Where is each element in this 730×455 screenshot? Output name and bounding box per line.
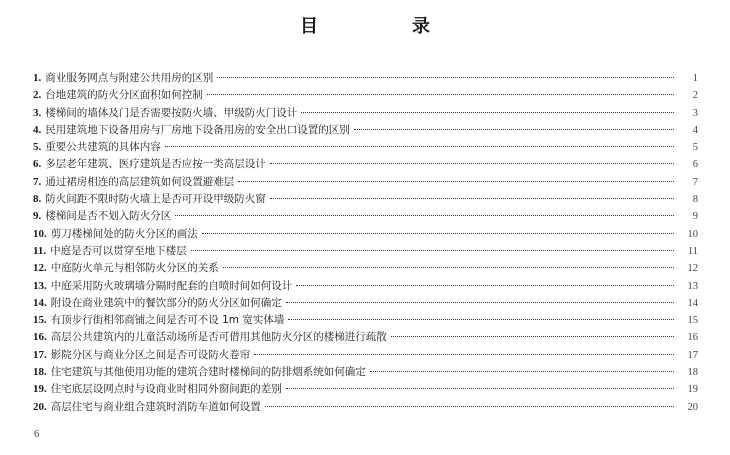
- toc-entry-title: 民用建筑地下设备用房与厂房地下设备用房的安全出口设置的区别: [45, 123, 350, 136]
- toc-entry-page-number: 3: [692, 107, 698, 119]
- toc-entry-title: 中庭采用防火玻璃墙分隔时配套的自喷时间如何设计: [50, 279, 293, 292]
- toc-entry-number: 4.: [33, 123, 42, 136]
- dot-leader: [270, 190, 674, 199]
- toc-entry-title: 多层老年建筑、医疗建筑是否应按一类高层设计: [45, 158, 266, 171]
- toc-entry-title: 台地建筑的防火分区面积如何控制: [45, 89, 203, 102]
- toc-entry-page-number: 5: [692, 142, 698, 154]
- toc-entry-number: 16.: [33, 331, 47, 344]
- dot-leader: [202, 225, 674, 234]
- toc-entry[interactable]: [33, 87, 698, 104]
- toc-entry-page-number: 20: [687, 401, 698, 413]
- toc-entry[interactable]: [33, 243, 698, 260]
- dot-leader: [270, 155, 674, 164]
- toc-entry[interactable]: [33, 70, 698, 87]
- toc-entry[interactable]: [33, 156, 698, 173]
- toc-entry-title: 通过裙房相连的高层建筑如何设置避难层: [45, 175, 235, 188]
- dot-leader: [296, 277, 674, 286]
- toc-entry-page-number: 19: [687, 384, 698, 396]
- dot-leader: [288, 311, 674, 320]
- toc-entry[interactable]: [33, 364, 698, 381]
- toc-entry-number: 7.: [33, 175, 42, 188]
- toc-entry-number: 12.: [33, 262, 47, 275]
- toc-entry[interactable]: [33, 278, 698, 295]
- dot-leader: [165, 138, 674, 147]
- toc-entry-title: 防火间距不限时防火墙上是否可开设甲级防火窗: [45, 193, 266, 206]
- toc-entry-page-number: 13: [687, 280, 698, 292]
- toc-entry[interactable]: [33, 191, 698, 208]
- footer-page-number: 6: [34, 429, 40, 440]
- toc-entry-number: 10.: [33, 227, 47, 240]
- dot-leader: [370, 363, 674, 372]
- toc-entry[interactable]: [33, 260, 698, 277]
- toc-entry-number: 18.: [33, 366, 47, 379]
- toc-entry[interactable]: [33, 381, 698, 398]
- toc-entry-number: 9.: [33, 210, 42, 223]
- toc-entry-title: 中庭防火单元与相邻防火分区的关系: [50, 262, 219, 275]
- toc-entry-page-number: 16: [687, 332, 698, 344]
- toc-entry-title: 有顶步行街相邻商铺之间是否可不设 1m 宽实体墙: [50, 314, 285, 327]
- toc-entry[interactable]: [33, 295, 698, 312]
- toc-entry-number: 2.: [33, 89, 42, 102]
- toc-entry-title: 重要公共建筑的具体内容: [45, 141, 161, 154]
- dot-leader: [223, 259, 674, 268]
- toc-entry-page-number: 12: [687, 263, 698, 275]
- toc-entry-page-number: 1: [692, 73, 698, 84]
- dot-leader: [391, 328, 674, 337]
- toc-entry-title: 商业服务网点与附建公共用房的区别: [45, 72, 214, 84]
- toc-entry-page-number: 15: [687, 315, 698, 327]
- toc-entry-page-number: 11: [687, 245, 698, 257]
- toc-entry[interactable]: [33, 399, 698, 416]
- toc-entry[interactable]: [33, 174, 698, 191]
- table-of-contents: [33, 70, 698, 416]
- toc-entry-page-number: 2: [692, 90, 698, 102]
- dot-leader: [301, 104, 674, 113]
- toc-entry-number: 13.: [33, 279, 47, 292]
- toc-entry[interactable]: [33, 105, 698, 122]
- toc-entry-number: 8.: [33, 193, 42, 206]
- toc-entry-page-number: 8: [692, 194, 698, 206]
- toc-entry-title: 高层住宅与商业组合建筑时消防车道如何设置: [50, 400, 261, 413]
- toc-entry-number: 15.: [33, 314, 47, 327]
- dot-leader: [254, 346, 674, 355]
- toc-entry-number: 20.: [33, 400, 47, 413]
- toc-entry-page-number: 4: [692, 124, 698, 136]
- toc-entry-page-number: 6: [692, 159, 698, 171]
- toc-entry[interactable]: [33, 312, 698, 329]
- dot-leader: [286, 294, 674, 303]
- toc-entry[interactable]: [33, 139, 698, 156]
- dot-leader: [238, 173, 674, 182]
- toc-entry-page-number: 7: [692, 176, 698, 188]
- toc-entry-title: 住宅底层设网点时与设商业时相同外窗间距的差别: [50, 383, 282, 396]
- dot-leader: [286, 380, 674, 389]
- toc-entry-title: 高层公共建筑内的儿童活动场所是否可借用其他防火分区的楼梯进行疏散: [50, 331, 387, 344]
- toc-entry-page-number: 17: [687, 349, 698, 361]
- page-title: 目 录: [300, 16, 468, 37]
- toc-entry-number: 5.: [33, 141, 42, 154]
- dot-leader: [191, 242, 674, 251]
- toc-entry-page-number: 10: [687, 228, 698, 240]
- toc-entry-page-number: 14: [687, 297, 698, 309]
- dot-leader: [207, 86, 674, 95]
- toc-entry-title: 楼梯间的墙体及门是否需要按防火墙、甲级防火门设计: [45, 106, 298, 119]
- toc-entry[interactable]: [33, 122, 698, 139]
- toc-entry[interactable]: [33, 347, 698, 364]
- toc-entry-number: 14.: [33, 296, 47, 309]
- toc-entry-number: 11.: [33, 244, 47, 257]
- toc-entry[interactable]: [33, 226, 698, 243]
- toc-entry-title: 中庭是否可以贯穿至地下楼层: [50, 244, 187, 257]
- toc-entry-title: 楼梯间是否不划入防火分区: [45, 210, 172, 223]
- toc-entry[interactable]: [33, 329, 698, 346]
- toc-entry-page-number: 18: [687, 367, 698, 379]
- toc-entry-title: 影院分区与商业分区之间是否可设防火卷帘: [50, 348, 251, 361]
- toc-entry-title: 住宅建筑与其他使用功能的建筑合建时楼梯间的防排烟系统如何确定: [50, 366, 366, 379]
- dot-leader: [354, 121, 674, 130]
- dot-leader: [217, 69, 674, 78]
- toc-entry-title: 附设在商业建筑中的餐饮部分的防火分区如何确定: [50, 296, 282, 309]
- dot-leader: [175, 207, 674, 216]
- toc-entry-number: 1.: [33, 72, 42, 84]
- toc-entry[interactable]: [33, 208, 698, 225]
- toc-entry-number: 19.: [33, 383, 47, 396]
- toc-entry-page-number: 9: [692, 211, 698, 223]
- toc-entry-title: 剪刀楼梯间处的防火分区的画法: [50, 227, 198, 240]
- dot-leader: [265, 398, 674, 407]
- toc-entry-number: 6.: [33, 158, 42, 171]
- toc-entry-number: 3.: [33, 106, 42, 119]
- toc-entry-number: 17.: [33, 348, 47, 361]
